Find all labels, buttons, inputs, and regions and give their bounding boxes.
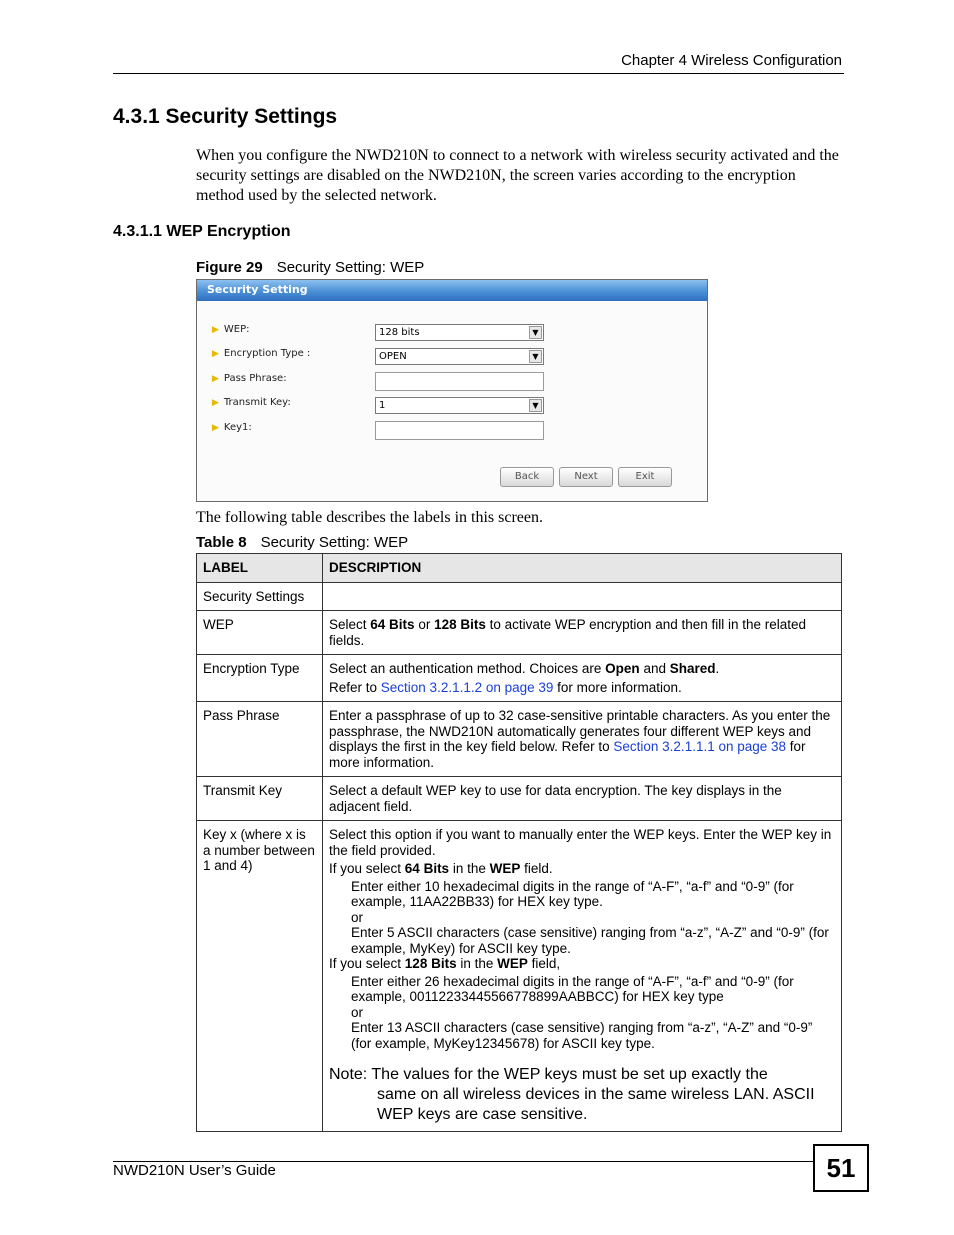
row-description: Select this option if you want to manually enter the WEP keys. Enter the WEP key in the field provided. If you select 64 Bits in the WEP field. Enter either 10 hexadecimal digits in the range of “A-F”, “a-f” and “0-9” (for example, 11AA22BB33) for HEX key type. or Enter 5 ASCII characters (case sensitive) ranging from “a-z”, “A-Z” and “0-9” (for example, MyKey) for ASCII key type. If you select 128 Bits in the WEP field, Enter either 26 hexadecimal digits in the range of “A-F”, “a-f” and “0-9” (for example, 00112233445566778899AABBCC) for HEX key type or Enter 13 ASCII characters (case sensitive) ranging from “a-z”, “A-Z” and “0-9” (for example, MyKey12345678) for ASCII key type. Note: The values for the WEP keys must be set up exactly the same on all wireless devices in the same wireless LAN. ASCII WEP keys are case sensitive. bbox=[323, 821, 842, 1132]
figure-caption bbox=[196, 259, 424, 276]
key1-input[interactable] bbox=[375, 421, 544, 440]
note: Note: The values for the WEP keys must be set up exactly the same on all wireless devices in the same wireless LAN. ASCII WEP keys are case sensitive. bbox=[329, 1066, 815, 1123]
back-button[interactable]: Back bbox=[500, 467, 554, 487]
page-number: 51 bbox=[813, 1144, 869, 1192]
arrow-right-icon: ▶ bbox=[212, 374, 219, 384]
table-header-row bbox=[197, 554, 842, 583]
row-label: WEP bbox=[197, 611, 323, 655]
dropdown-arrow-icon[interactable]: ▼ bbox=[529, 326, 542, 339]
table-row bbox=[197, 655, 842, 702]
figure-caption-text: Security Setting: WEP bbox=[276, 259, 425, 276]
encryption-type-label: ▶ Encryption Type : bbox=[212, 348, 311, 359]
row-label: Pass Phrase bbox=[197, 702, 323, 777]
row-description: Enter a passphrase of up to 32 case-sensitive printable characters. As you enter the passphrase, the NWD210N automatically generates four different WEP keys and displays the first in the key field below. Refer to Section 3.2.1.1.1 on page 38 for more information. bbox=[323, 702, 842, 777]
section-link[interactable]: Section 3.2.1.1.2 on page 39 bbox=[380, 679, 554, 695]
row-description bbox=[323, 582, 842, 611]
wep-field-label: ▶ WEP: bbox=[212, 324, 250, 335]
exit-button[interactable]: Exit bbox=[618, 467, 672, 487]
row-label: Transmit Key bbox=[197, 777, 323, 821]
table-row bbox=[197, 821, 842, 1132]
table-label: Table 8 bbox=[196, 534, 247, 551]
next-button[interactable]: Next bbox=[559, 467, 613, 487]
description-column-header: DESCRIPTION bbox=[323, 554, 842, 583]
section-intro: When you configure the NWD210N to connect to a network with wireless security activated and the security settings are disabled on the NWD210N, the screen varies according to the encryption method used by the selected network. bbox=[196, 147, 839, 204]
table-row bbox=[197, 777, 842, 821]
transmit-key-select[interactable]: 1 ▼ bbox=[375, 397, 544, 414]
window-title-bar bbox=[197, 280, 707, 301]
pass-phrase-input[interactable] bbox=[375, 372, 544, 391]
subsection-heading: 4.3.1.1 WEP Encryption bbox=[113, 223, 291, 240]
pass-phrase-label: ▶ Pass Phrase: bbox=[212, 373, 287, 384]
row-label: Key x (where x is a number between 1 and 4) bbox=[197, 821, 323, 1132]
table-intro: The following table describes the labels in this screen. bbox=[196, 509, 544, 526]
arrow-right-icon: ▶ bbox=[212, 325, 219, 335]
header-rule bbox=[113, 73, 844, 74]
figure-label: Figure 29 bbox=[196, 259, 263, 276]
row-description: Select an authentication method. Choices are Open and Shared. Refer to Section 3.2.1.1.2 on page 39 for more information. bbox=[323, 655, 842, 702]
row-description: Select 64 Bits or 128 Bits to activate WEP encryption and then fill in the related fields. bbox=[323, 611, 842, 655]
encryption-type-select[interactable]: OPEN ▼ bbox=[375, 348, 544, 365]
row-description: Select a default WEP key to use for data encryption. The key displays in the adjacent field. bbox=[323, 777, 842, 821]
dropdown-arrow-icon[interactable]: ▼ bbox=[529, 350, 542, 363]
label-column-header: LABEL bbox=[197, 554, 323, 583]
security-setting-screenshot bbox=[196, 279, 708, 502]
table-row bbox=[197, 611, 842, 655]
window-title: Security Setting bbox=[207, 283, 308, 296]
row-label: Encryption Type bbox=[197, 655, 323, 702]
guide-title: NWD210N User’s Guide bbox=[113, 1162, 276, 1179]
arrow-right-icon: ▶ bbox=[212, 398, 219, 408]
row-label: Security Settings bbox=[197, 582, 323, 611]
arrow-right-icon: ▶ bbox=[212, 349, 219, 359]
chapter-header: Chapter 4 Wireless Configuration bbox=[621, 52, 842, 69]
section-heading: 4.3.1 Security Settings bbox=[113, 105, 338, 128]
key1-label: ▶ Key1: bbox=[212, 422, 252, 433]
arrow-right-icon: ▶ bbox=[212, 423, 219, 433]
transmit-key-label: ▶ Transmit Key: bbox=[212, 397, 291, 408]
table-caption bbox=[196, 534, 408, 551]
wep-select[interactable]: 128 bits ▼ bbox=[375, 324, 544, 341]
table-caption-text: Security Setting: WEP bbox=[260, 534, 409, 551]
section-link[interactable]: Section 3.2.1.1.1 on page 38 bbox=[613, 739, 787, 754]
table-row bbox=[197, 582, 842, 611]
security-setting-table bbox=[196, 553, 842, 1132]
dropdown-arrow-icon[interactable]: ▼ bbox=[529, 399, 542, 412]
table-row bbox=[197, 702, 842, 777]
